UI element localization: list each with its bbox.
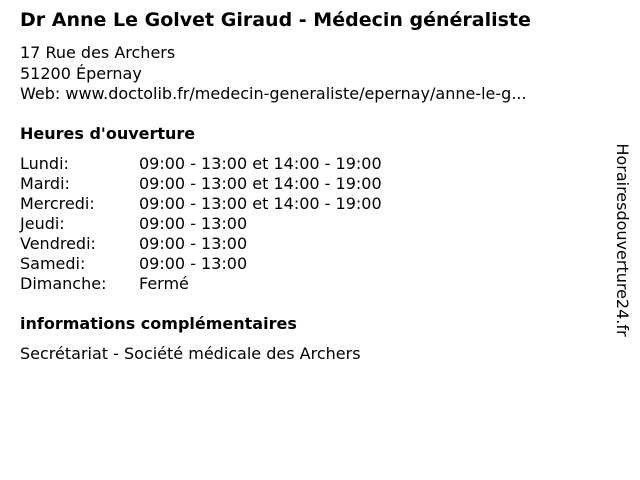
opening-hours-heading: Heures d'ouverture — [20, 124, 196, 143]
website-link[interactable]: Web: www.doctolib.fr/medecin-generaliste/epernay/anne-le-g... — [20, 84, 527, 103]
day-label: Samedi: — [20, 254, 86, 273]
address-city: 51200 Épernay — [20, 64, 142, 83]
day-label: Mercredi: — [20, 194, 95, 213]
day-label: Mardi: — [20, 174, 70, 193]
day-label: Vendredi: — [20, 234, 96, 253]
day-hours: Fermé — [139, 274, 189, 293]
additional-info-text: Secrétariat - Société médicale des Archers — [20, 344, 361, 363]
day-hours: 09:00 - 13:00 et 14:00 - 19:00 — [139, 174, 382, 193]
day-label: Jeudi: — [20, 214, 65, 233]
address-street: 17 Rue des Archers — [20, 43, 176, 62]
day-hours: 09:00 - 13:00 — [139, 214, 248, 233]
day-label: Lundi: — [20, 154, 69, 173]
day-hours: 09:00 - 13:00 et 14:00 - 19:00 — [139, 194, 382, 213]
day-label: Dimanche: — [20, 274, 107, 293]
additional-info-heading: informations complémentaires — [20, 314, 297, 333]
site-brand-vertical: Horairesdouverture24.fr — [613, 143, 632, 337]
day-hours: 09:00 - 13:00 — [139, 234, 248, 253]
day-hours: 09:00 - 13:00 — [139, 254, 248, 273]
day-hours: 09:00 - 13:00 et 14:00 - 19:00 — [139, 154, 382, 173]
page-title: Dr Anne Le Golvet Giraud - Médecin généraliste — [20, 9, 531, 31]
